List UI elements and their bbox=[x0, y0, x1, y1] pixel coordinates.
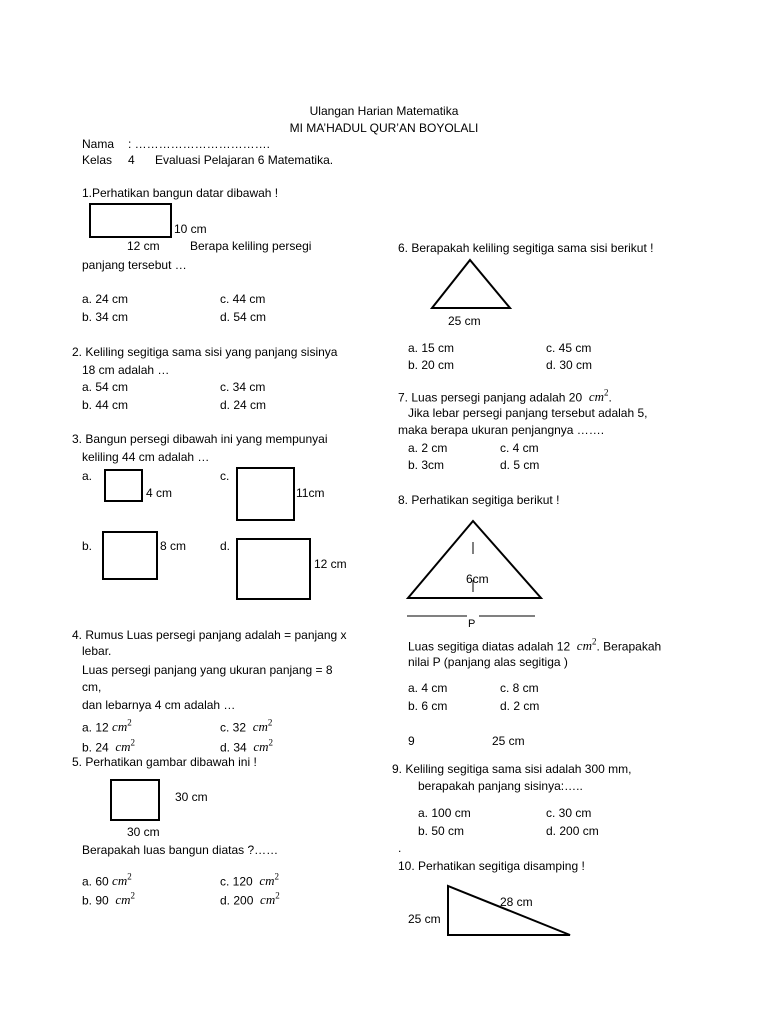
q7-option-c: c. 4 cm bbox=[500, 441, 539, 455]
q8-option-c: c. 8 cm bbox=[500, 681, 539, 695]
q4-unit-d: $cm^2$ bbox=[253, 738, 274, 755]
evaluasi-text: Evaluasi Pelajaran 6 Matematika. bbox=[155, 153, 334, 167]
q6-option-a: a. 15 cm bbox=[408, 341, 455, 355]
q3-square-c bbox=[236, 467, 295, 521]
q1-side-label: 10 cm bbox=[174, 222, 207, 236]
q9-option-d: d. 200 cm bbox=[546, 824, 599, 838]
q7-unit: $cm^2$ bbox=[588, 388, 609, 405]
q8-line1: Luas segitiga diatas adalah 12 $cm^2$. Berapakah bbox=[408, 637, 662, 654]
q4-option-b: b. 24 $cm^2$ bbox=[82, 738, 136, 755]
q8-option-a: a. 4 cm bbox=[408, 681, 448, 695]
q9-line1: 9. Keliling segitiga sama sisi adalah 300 mm, bbox=[392, 762, 632, 776]
q10-triangle bbox=[446, 884, 574, 938]
q1-question: 1.Perhatikan bangun datar dibawah ! bbox=[82, 186, 279, 200]
nama-label: Nama bbox=[82, 137, 115, 151]
q6-option-d: d. 30 cm bbox=[546, 358, 593, 372]
q8-height-label: 6cm bbox=[466, 572, 489, 586]
q8-question: 8. Perhatikan segitiga berikut ! bbox=[398, 493, 560, 507]
q4-line5: dan lebarnya 4 cm adalah … bbox=[82, 698, 236, 712]
q3-square-a bbox=[104, 469, 143, 502]
q3-a-label: 4 cm bbox=[146, 486, 173, 500]
q4-line3: Luas persegi panjang yang ukuran panjang = 8 bbox=[82, 663, 333, 677]
q7-line3: maka berapa ukuran penjangnya ……. bbox=[398, 423, 605, 437]
q1-option-c: c. 44 cm bbox=[220, 292, 266, 306]
q2-option-c: c. 34 cm bbox=[220, 380, 266, 394]
q2-option-a: a. 54 cm bbox=[82, 380, 129, 394]
q4-option-a: a. 12 $cm^2$ bbox=[82, 718, 132, 735]
q4-line1: 4. Rumus Luas persegi panjang adalah = panjang x bbox=[72, 628, 347, 642]
kelas-label: Kelas bbox=[82, 153, 113, 167]
q3-line1: 3. Bangun persegi dibawah ini yang mempunyai bbox=[72, 432, 328, 446]
q6-option-b: b. 20 cm bbox=[408, 358, 455, 372]
q1-rectangle bbox=[89, 203, 172, 238]
q8-p-label: P bbox=[468, 618, 476, 630]
q3-square-b bbox=[102, 531, 158, 580]
q9-dot: . bbox=[398, 841, 402, 855]
q5-option-a: a. 60 $cm^2$ bbox=[82, 872, 132, 889]
q3-b-letter: b. bbox=[82, 539, 93, 553]
q1-option-b: b. 34 cm bbox=[82, 310, 129, 324]
q5-unit-c: $cm^2$ bbox=[259, 872, 280, 889]
q1-text-a: Berapa keliling persegi bbox=[190, 239, 312, 253]
q5-question: 5. Perhatikan gambar dibawah ini ! bbox=[72, 755, 257, 769]
q9-option-c: c. 30 cm bbox=[546, 806, 592, 820]
q6-base-label: 25 cm bbox=[448, 314, 481, 328]
q3-a-letter: a. bbox=[82, 469, 93, 483]
q8-triangle bbox=[405, 518, 545, 622]
q5-unit-d: $cm^2$ bbox=[260, 891, 280, 908]
q10-side-label: 25 cm bbox=[408, 912, 441, 926]
nama-value: : ……………………………. bbox=[128, 137, 271, 151]
q6-question: 6. Berapakah keliling segitiga sama sisi berikut ! bbox=[398, 241, 654, 255]
q4-line4: cm, bbox=[82, 680, 102, 694]
q5-square bbox=[110, 779, 160, 821]
q5-option-b: b. 90 $cm^2$ bbox=[82, 891, 136, 908]
q8-option-d: d. 2 cm bbox=[500, 699, 540, 713]
q1-option-a: a. 24 cm bbox=[82, 292, 129, 306]
q3-c-label: 11cm bbox=[296, 486, 325, 500]
q7-line1: 7. Luas persegi panjang adalah 20 $cm^2$. bbox=[398, 388, 612, 405]
worksheet-title: Ulangan Harian Matematika bbox=[309, 104, 459, 118]
q3-d-letter: d. bbox=[220, 539, 231, 553]
q8-option-b: b. 6 cm bbox=[408, 699, 448, 713]
q8-unit: $cm^2$ bbox=[576, 637, 597, 654]
q5-bottom-label: 30 cm bbox=[127, 825, 160, 839]
q1-option-d: d. 54 cm bbox=[220, 310, 267, 324]
q5-unit-a: $cm^2$ bbox=[112, 872, 132, 889]
q5-unit-b: $cm^2$ bbox=[115, 891, 136, 908]
q8-extra-left: 9 bbox=[408, 734, 415, 748]
q9-line2: berapakah panjang sisinya:….. bbox=[418, 779, 583, 793]
q3-square-d bbox=[236, 538, 311, 600]
q5-option-c: c. 120 $cm^2$ bbox=[220, 872, 280, 889]
kelas-value: 4 bbox=[128, 153, 135, 167]
q5-option-d: d. 200 $cm^2$ bbox=[220, 891, 280, 908]
q4-option-c: c. 32 $cm^2$ bbox=[220, 718, 273, 735]
q1-bottom-label: 12 cm bbox=[127, 239, 160, 253]
q8-line2: nilai P (panjang alas segitiga ) bbox=[408, 655, 568, 669]
q9-option-a: a. 100 cm bbox=[418, 806, 471, 820]
q7-option-a: a. 2 cm bbox=[408, 441, 448, 455]
q2-option-b: b. 44 cm bbox=[82, 398, 129, 412]
q8-extra-right: 25 cm bbox=[492, 734, 525, 748]
q9-option-b: b. 50 cm bbox=[418, 824, 465, 838]
school-name: MI MA’HADUL QUR’AN BOYOLALI bbox=[289, 121, 479, 135]
q4-unit-c: $cm^2$ bbox=[252, 718, 273, 735]
q3-d-label: 12 cm bbox=[314, 557, 347, 571]
q10-hyp-label: 28 cm bbox=[500, 895, 533, 909]
q5-ask: Berapakah luas bangun diatas ?…… bbox=[82, 843, 279, 857]
q2-line1: 2. Keliling segitiga sama sisi yang panjang sisinya bbox=[72, 345, 338, 359]
q5-side-label: 30 cm bbox=[175, 790, 208, 804]
q2-option-d: d. 24 cm bbox=[220, 398, 267, 412]
q6-triangle bbox=[430, 258, 512, 310]
q1-text-b: panjang tersebut … bbox=[82, 258, 187, 272]
q4-unit-b: $cm^2$ bbox=[115, 738, 136, 755]
q7-option-b: b. 3cm bbox=[408, 458, 445, 472]
q3-c-letter: c. bbox=[220, 469, 230, 483]
q3-line2: keliling 44 cm adalah … bbox=[82, 450, 210, 464]
q4-unit-a: $cm^2$ bbox=[112, 718, 132, 735]
q10-question: 10. Perhatikan segitiga disamping ! bbox=[398, 859, 585, 873]
q2-line2: 18 cm adalah … bbox=[82, 363, 170, 377]
q3-b-label: 8 cm bbox=[160, 539, 187, 553]
q7-line2: Jika lebar persegi panjang tersebut adalah 5, bbox=[408, 406, 648, 420]
q6-option-c: c. 45 cm bbox=[546, 341, 592, 355]
q7-option-d: d. 5 cm bbox=[500, 458, 540, 472]
q4-line2: lebar. bbox=[82, 644, 112, 658]
q4-option-d: d. 34 $cm^2$ bbox=[220, 738, 274, 755]
